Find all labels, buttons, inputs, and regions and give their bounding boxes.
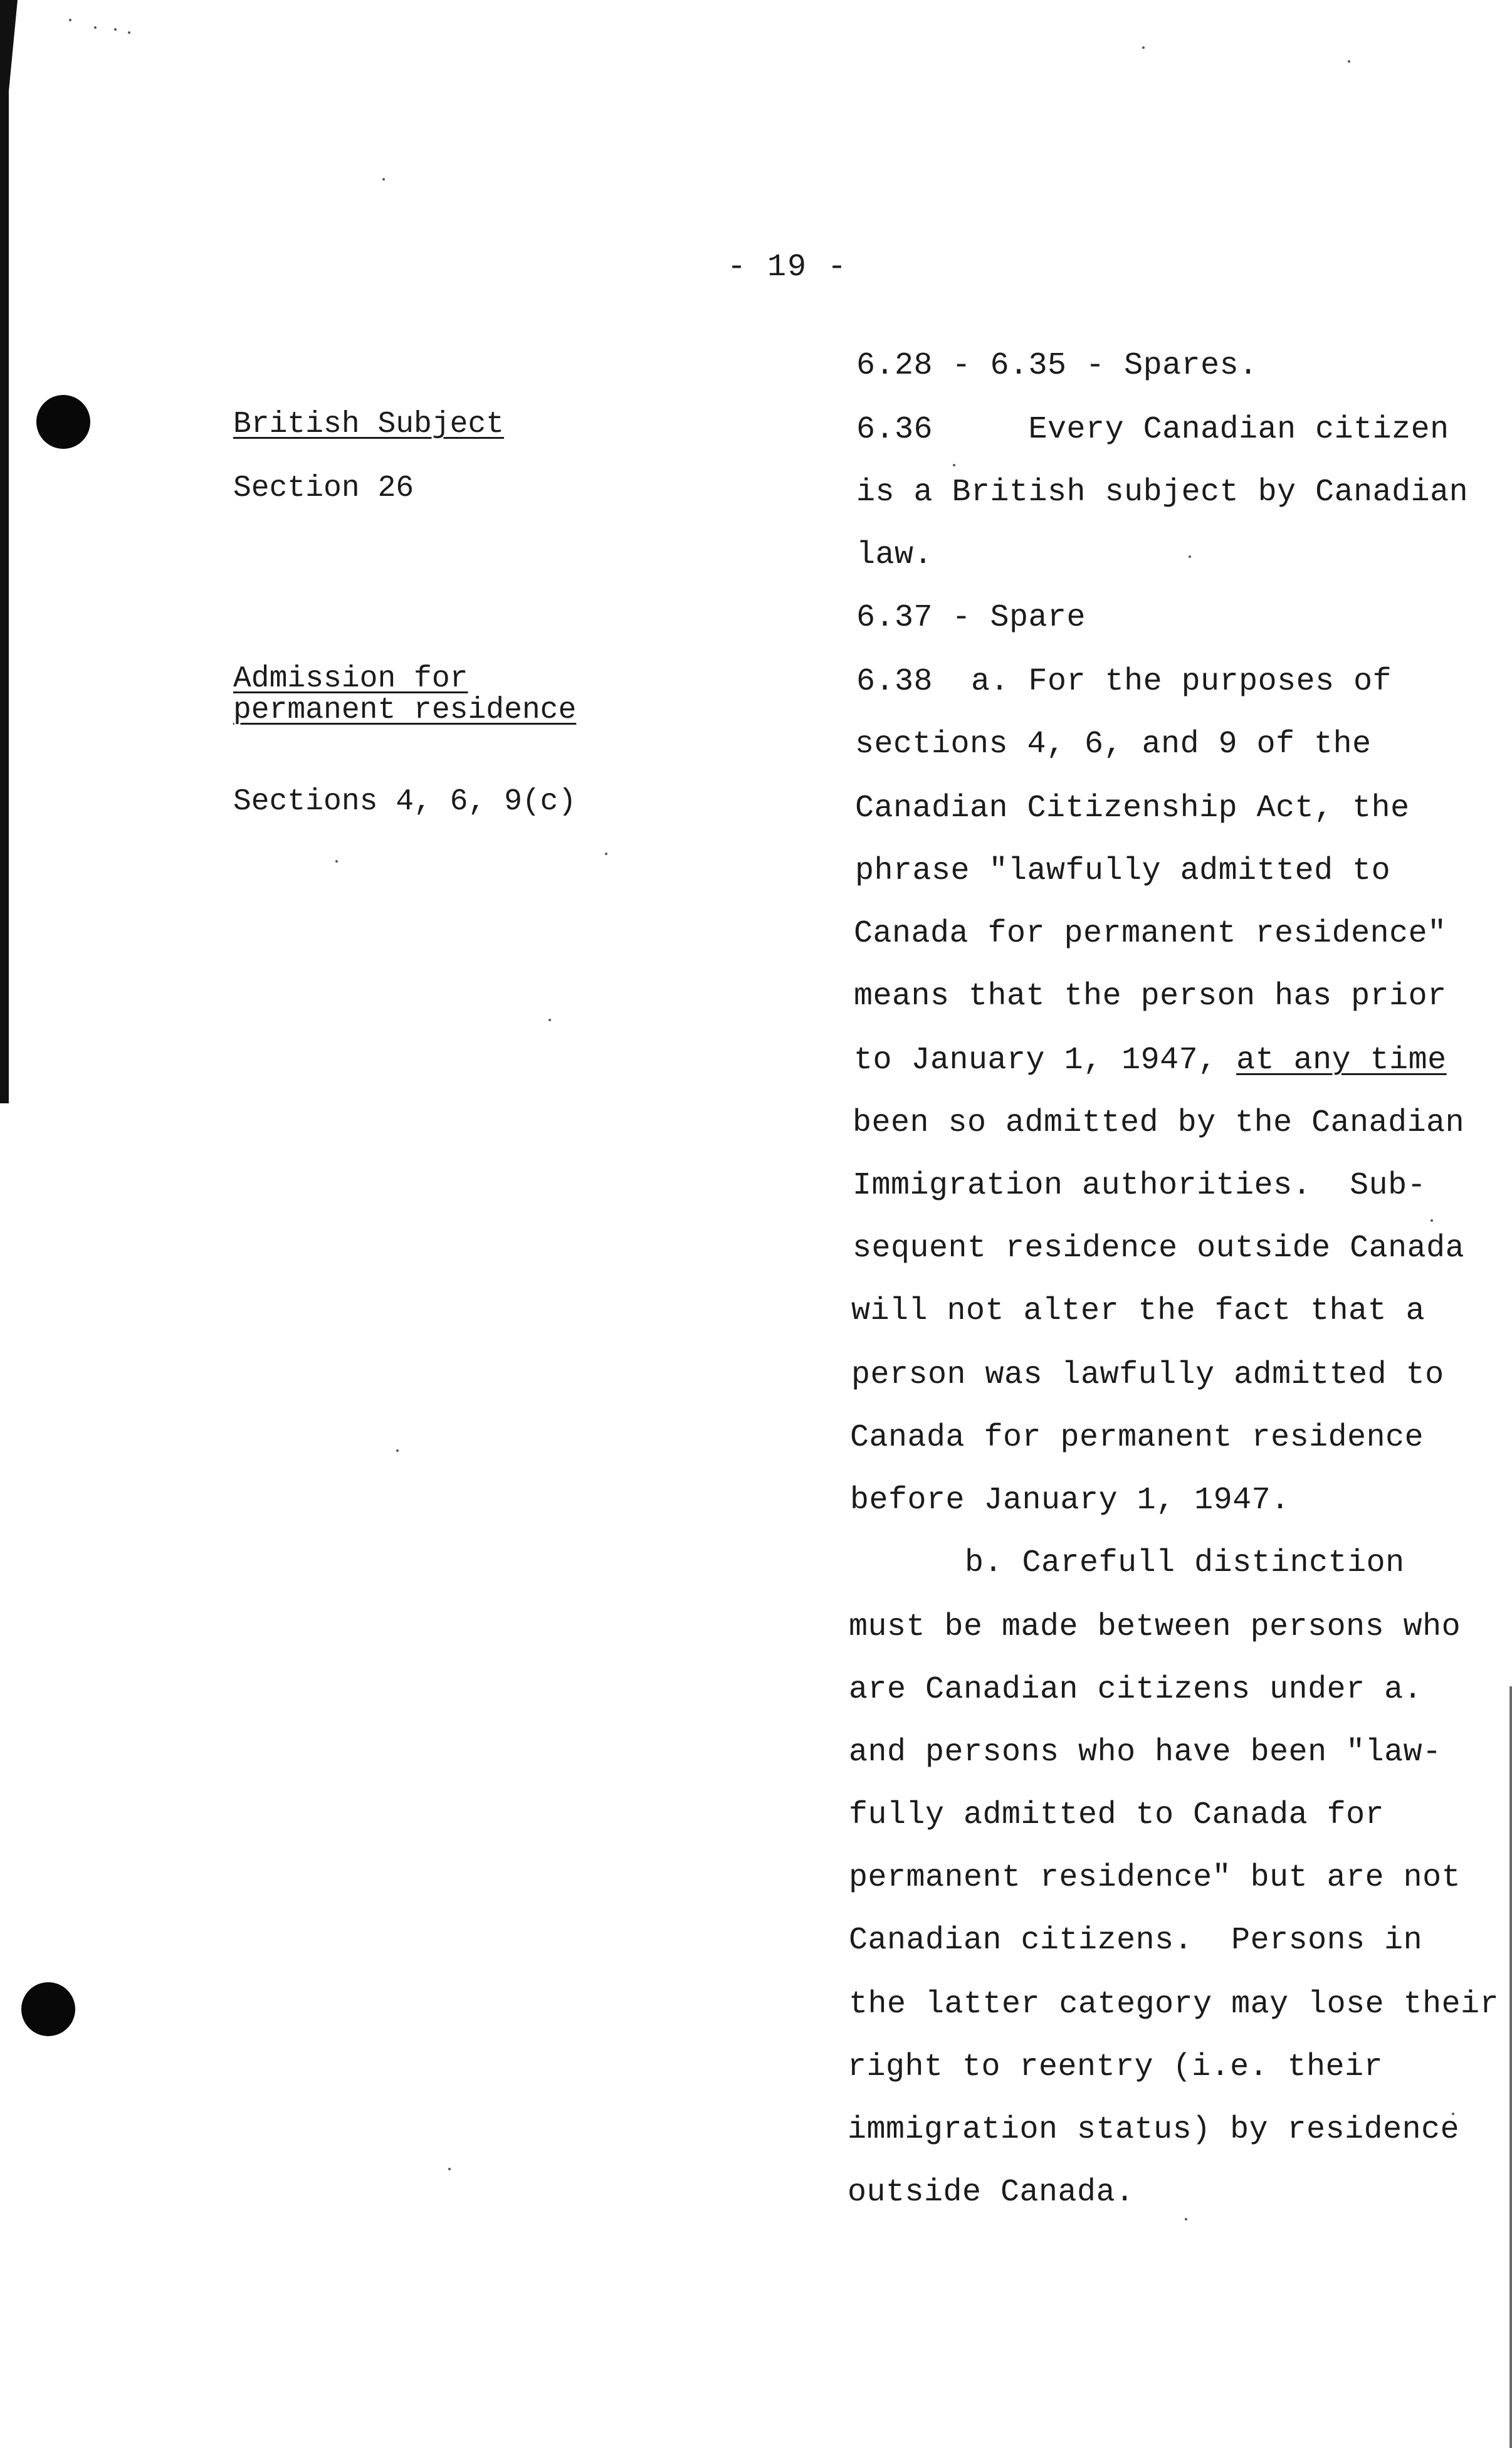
- paragraph-line: and persons who have been "law-: [849, 1735, 1442, 1770]
- paragraph-text: to January 1, 1947,: [854, 1043, 1237, 1078]
- margin-heading-admission-line-1: Admission for: [233, 662, 468, 696]
- scan-speck: [382, 178, 385, 181]
- paragraph-line: 6.37 - Spare: [856, 600, 1086, 636]
- paragraph-line: law.: [856, 537, 933, 573]
- paragraph-line: must be made between persons who: [849, 1609, 1461, 1645]
- scan-speck: [69, 19, 71, 21]
- scan-speck: [448, 2168, 451, 2170]
- margin-ref-british-subject: Section 26: [233, 471, 414, 505]
- paragraph-line: phrase "lawfully admitted to: [855, 853, 1391, 889]
- paragraph-line: 6.38 a. For the purposes of: [856, 664, 1392, 700]
- paragraph-line: Canada for permanent residence: [850, 1420, 1424, 1456]
- paragraph-line: before January 1, 1947.: [850, 1483, 1290, 1518]
- paragraph-line: Canada for permanent residence": [854, 916, 1447, 952]
- paragraph-line: Immigration authorities. Sub-: [853, 1168, 1427, 1204]
- paragraph-line: sequent residence outside Canada: [853, 1231, 1465, 1266]
- scan-left-edge: [0, 0, 9, 1103]
- paragraph-line: sections 4, 6, and 9 of the: [855, 727, 1372, 762]
- paragraph-line: outside Canada.: [848, 2175, 1135, 2210]
- scan-speck: [114, 28, 117, 31]
- paragraph-line: means that the person has prior: [854, 979, 1447, 1014]
- paragraph-line: 6.28 - 6.35 - Spares.: [856, 348, 1258, 384]
- scan-speck: [605, 853, 607, 855]
- scan-speck: [1431, 1219, 1433, 1222]
- scan-speck: [1185, 2218, 1187, 2220]
- paragraph-line: is a British subject by Canadian: [856, 475, 1469, 510]
- paragraph-line: b. Carefull distinction: [850, 1545, 1405, 1581]
- paragraph-line: person was lawfully admitted to: [851, 1357, 1444, 1393]
- scan-speck: [128, 31, 130, 34]
- paragraph-line: fully admitted to Canada for: [849, 1797, 1385, 1833]
- paragraph-line: permanent residence" but are not: [849, 1860, 1461, 1896]
- paragraph-line: the latter category may lose their: [849, 1987, 1499, 2022]
- scan-right-edge: [1509, 1686, 1512, 2448]
- paragraph-line: been so admitted by the Canadian: [853, 1105, 1465, 1141]
- paragraph-line: are Canadian citizens under a.: [849, 1672, 1423, 1708]
- page-number: - 19 -: [727, 250, 848, 285]
- scan-speck: [1189, 555, 1191, 558]
- scan-speck: [396, 1449, 399, 1452]
- scan-left-edge-tip: [0, 0, 18, 100]
- paragraph-line: Canadian Citizenship Act, the: [855, 791, 1410, 826]
- margin-heading-british-subject: British Subject: [233, 407, 505, 441]
- paragraph-line: 6.36 Every Canadian citizen: [856, 412, 1449, 448]
- punch-hole-bottom: [21, 1982, 75, 2036]
- paragraph-line: [854, 1043, 1447, 1078]
- paragraph-line: right to reentry (i.e. their: [848, 2049, 1383, 2085]
- emphasized-phrase: at any time: [1236, 1043, 1447, 1078]
- punch-hole-top: [36, 395, 90, 449]
- scan-speck: [335, 860, 338, 863]
- paragraph-line: Canadian citizens. Persons in: [849, 1923, 1423, 1958]
- paragraph-line: will not alter the fact that a: [851, 1293, 1425, 1329]
- scan-speck: [549, 1019, 551, 1021]
- paragraph-line: immigration status) by residence: [848, 2112, 1460, 2148]
- scan-speck: [94, 26, 97, 29]
- scan-speck: [953, 464, 955, 466]
- scan-speck: [1348, 60, 1350, 63]
- scan-speck: [1142, 46, 1145, 49]
- margin-ref-admission: Sections 4, 6, 9(c): [233, 785, 577, 819]
- margin-heading-admission-line-2: permanent residence: [233, 693, 577, 727]
